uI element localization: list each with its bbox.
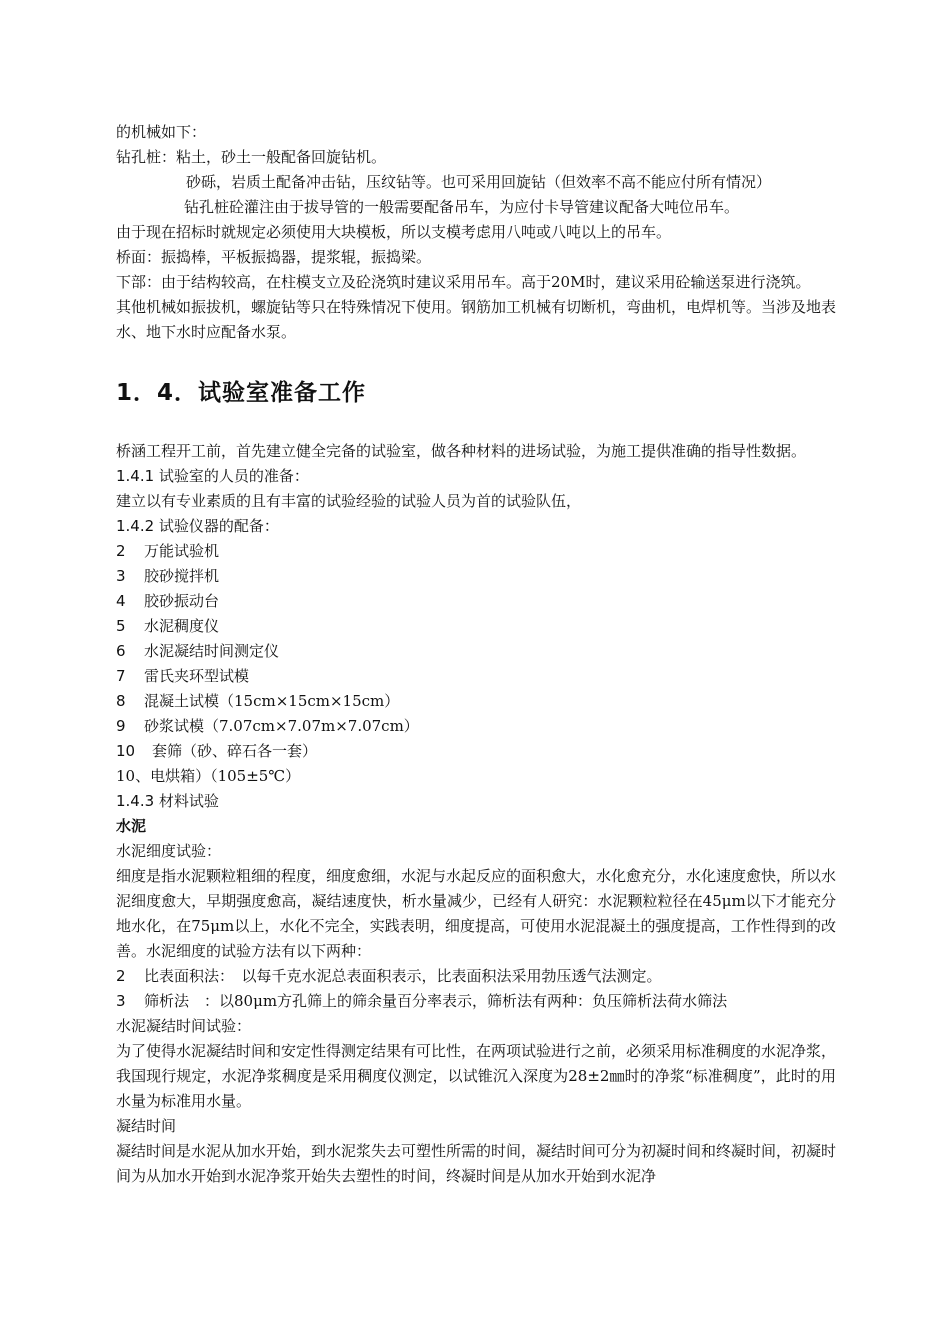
method-list	[116, 964, 836, 1014]
paragraph: 为了使得水泥凝结时间和安定性得测定结果有可比性，在两项试验进行之前，必须采用标准稠度的水泥净浆，我国现行规定，水泥净浆稠度是采用稠度仪测定，以试锥沉入深度为28±2㎜时的净浆“标准稠度”，此时的用水量为标准用水量。	[116, 1042, 837, 1110]
paragraph: 钻孔桩砼灌注由于拔导管的一般需要配备吊车，为应付卡导管建议配备大吨位吊车。	[184, 198, 740, 216]
paragraph: 建立以有专业素质的且有丰富的试验经验的试验人员为首的试验队伍，	[116, 492, 582, 510]
list-item: 5 水泥稠度仪	[116, 617, 220, 635]
paragraph: 砂砾，岩质土配备冲击钻，压纹钻等。也可采用回旋钻（但效率不高不能应付所有情况）	[186, 173, 772, 191]
paragraph: 凝结时间是水泥从加水开始，到水泥浆失去可塑性所需的时间，凝结时间可分为初凝时间和终凝时间，初凝时间为从加水开始到水泥净浆开始失去塑性的时间，终凝时间是从加水开始到水泥净	[116, 1142, 837, 1185]
list-item: 2 比表面积法： 以每千克水泥总表面积表示，比表面积法采用勃压透气法测定。	[116, 967, 662, 985]
paragraph: 细度是指水泥颗粒粗细的程度，细度愈细，水泥与水起反应的面积愈大，水化愈充分，水化速度愈快，所以水泥细度愈大，早期强度愈高，凝结速度快，析水量减少，已经有人研究：水泥颗粒粒径在45μm以下才能充分地水化，在75μm以上，水化不完全，实践表明，细度提高，可使用水泥混凝土的强度提高，工作性得到的改善。水泥细度的试验方法有以下两种：	[116, 867, 837, 960]
paragraph: 其他机械如振拔机，螺旋钻等只在特殊情况下使用。钢筋加工机械有切断机，弯曲机，电焊机等。当涉及地表水、地下水时应配备水泵。	[116, 298, 837, 341]
document-body	[116, 120, 836, 1189]
section-heading: 1．4．试验室准备工作	[116, 380, 367, 406]
list-item: 7 雷氏夹环型试模	[116, 667, 250, 685]
paragraph: 桥涵工程开工前，首先建立健全完备的试验室，做各种材料的进场试验，为施工提供准确的指导性数据。	[116, 442, 807, 460]
subsection-title: 1.4.3 材料试验	[116, 792, 219, 810]
paragraph: 桥面：振捣棒，平板振捣器，提浆辊，振捣梁。	[116, 248, 432, 266]
paragraph: 由于现在招标时就规定必须使用大块模板，所以支模考虑用八吨或八吨以上的吊车。	[116, 223, 672, 241]
paragraph: 凝结时间	[116, 1117, 177, 1135]
list-item: 8 混凝土试模（15cm×15cm×15cm）	[116, 692, 400, 710]
paragraph: 10、电烘箱）（105±5℃）	[116, 767, 301, 785]
list-item: 3 胶砂搅拌机	[116, 567, 220, 585]
material-heading: 水泥	[116, 817, 147, 835]
list-item: 4 胶砂振动台	[116, 592, 220, 610]
list-item: 2 万能试验机	[116, 542, 220, 560]
instrument-list	[116, 539, 836, 764]
paragraph: 钻孔桩：粘土，砂土一般配备回旋钻机。	[116, 148, 387, 166]
list-item: 3 筛析法 ：以80μm方孔筛上的筛余量百分率表示，筛析法有两种：负压筛析法荷水筛法	[116, 992, 728, 1010]
list-item: 9 砂浆试模（7.07cm×7.07m×7.07cm）	[116, 717, 419, 735]
paragraph: 水泥凝结时间试验：	[116, 1017, 252, 1035]
subsection-title: 1.4.2 试验仪器的配备：	[116, 517, 279, 535]
paragraph: 水泥细度试验：	[116, 842, 222, 860]
subsection-title: 1.4.1 试验室的人员的准备：	[116, 467, 309, 485]
list-item: 6 水泥凝结时间测定仪	[116, 642, 280, 660]
paragraph: 的机械如下：	[116, 123, 207, 141]
paragraph: 下部：由于结构较高，在柱模支立及砼浇筑时建议采用吊车。高于20M时，建议采用砼输送泵进行浇筑。	[116, 273, 811, 291]
list-item: 10 套筛（砂、碎石各一套）	[116, 742, 318, 760]
